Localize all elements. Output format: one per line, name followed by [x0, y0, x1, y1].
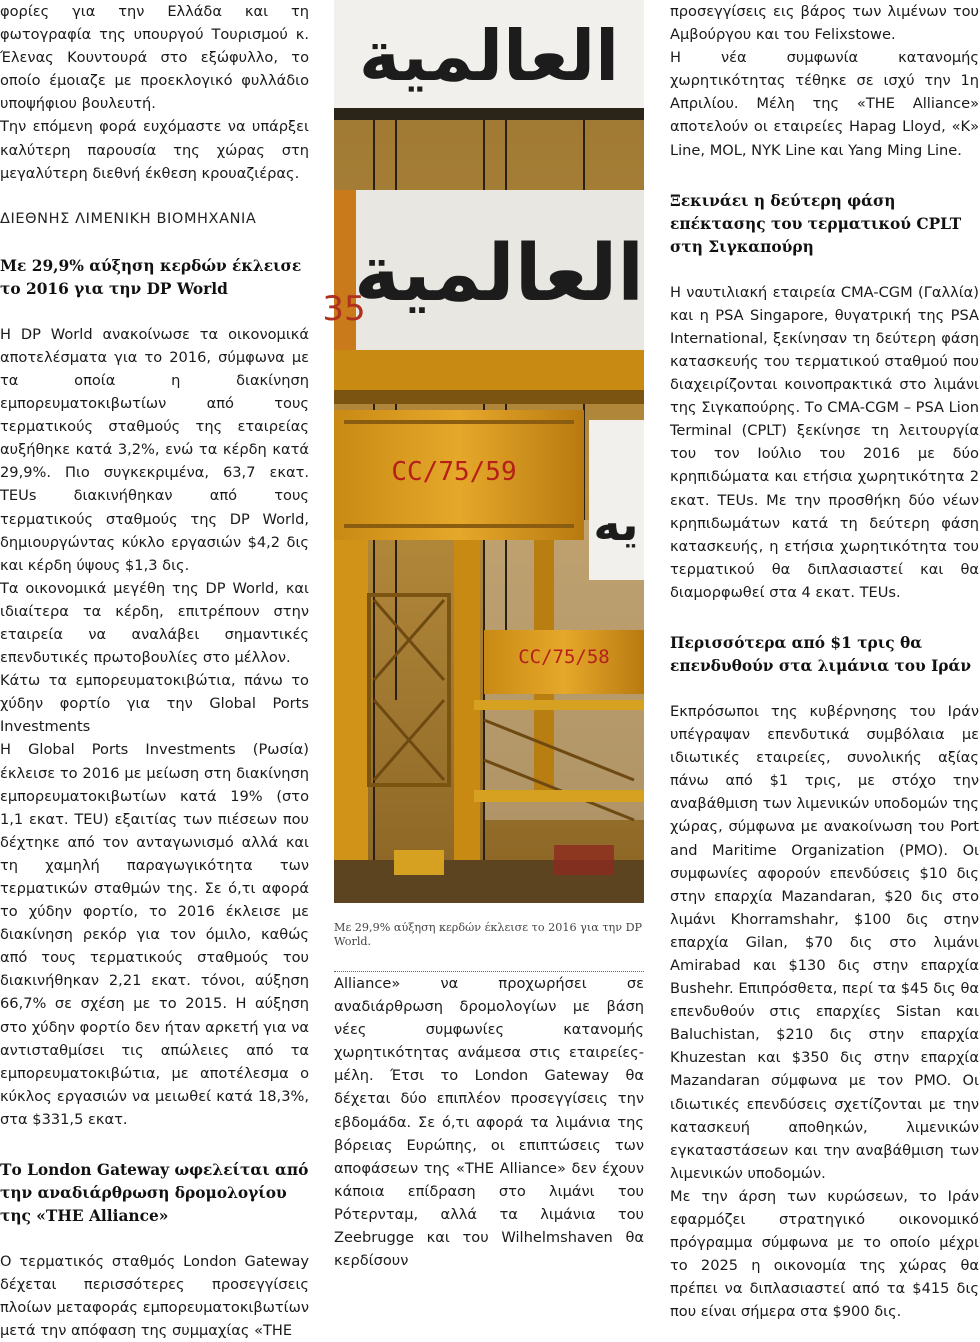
right-column: [670, 0, 979, 1324]
crane-label-1: CC/75/59: [391, 457, 517, 487]
article-headline-dp-world: Με 29,9% αύξηση κερδών έκλεισε το 2016 για την DP World: [0, 256, 302, 298]
article-continuation: Alliance» να προχωρήσει σε αναδιάρθρωση δρομολογίων με βάση νέες συμφωνίες κατανομής χωρητικότητας ανάμεσα στις εταιρείες-μέλη. Έτσι το London Gateway θα δέχεται δύο επιπλέον προσεγγίσεις την εβδομάδα. Σε ό,τι αφορά τα λιμάνια της βόρειας Ευρώπης, οι επιπτώσεις των αποφάσεων της «THE Alliance» δεν έχουν κάποια επίδραση στο λιμάνι του Ρότερνταμ, αλλά τα λιμάνια του Zeebrugge και του Wilhelmshaven θα κερδίσουν: [334, 975, 644, 1270]
intro-paragraph: φορίες για την Ελλάδα και τη φωτογραφία της υπουργού Τουρισμού κ. Έλενας Κουντουρά στο εξώφυλλο, το οποίο έμοιαζε με προεκλογικό φυλλάδιο υποψήφιου βουλευτή.: [0, 3, 309, 113]
crane-photo-illustration: [322, 0, 645, 903]
article-headline-iran: Περισσότερα από $1 τρις θα επενδυθούν στα λιμάνια του Ιράν: [670, 633, 972, 675]
middle-column: [322, 0, 645, 1272]
section-label: ΔΙΕΘΝΗΣ ΛΙΜΕΝΙΚΗ ΒΙΟΜΗΧΑΝΙΑ: [0, 210, 257, 227]
article-headline-london-gateway: Το London Gateway ωφελείται από την αναδιάρθρωση δρομολογίου της «THE Alliance»: [0, 1161, 309, 1226]
photo-sign-text-2: العالمية: [353, 229, 645, 319]
photo-sign-text-1: العالمية: [358, 15, 620, 97]
article-paragraph: Τα οικονομικά μεγέθη της DP World, και ιδιαίτερα τα κέρδη, επιτρέπουν στην εταιρεία να αναλάβει σημαντικές επενδυτικές πρωτοβουλίες στο μέλλον.: [0, 579, 309, 667]
article-paragraph: Εκπρόσωποι της κυβέρνησης του Ιράν υπέγραψαν επενδυτικά συμβόλαια με ιδιωτικές εταιρείες, συνολικής αξίας πάνω από $1 τρις, με στόχο την αναβάθμιση των λιμενικών υποδομών της χώρας, σύμφωνα με ανακοίνωση του Port and Maritime Organization (PMO). Οι συμφωνίες αφορούν επενδύσεις $10 δις στην επαρχία Mazandaran, $20 δις στο λιμάνι Khorramshahr, $100 δις στην επαρχία Gilan, $70 δις στο λιμάνι Amirabad και $130 δις στην επαρχία Bushehr. Επιπρόσθετα, περί τα $45 δις θα επενδυθούν στις επαρχίες Sistan και Baluchistan, $210 δις στην επαρχία Khuzestan και $350 δις στην επαρχία Mazandaran σύμφωνα με τον PMO. Οι ιδιωτικές επενδύσεις σχετίζονται με την κατασκευή αποθηκών, λιμενικών εγκαταστάσεων και την αναβάθμιση των λιμενικών υποδομών.: [670, 702, 979, 1182]
photo-sign-text-3: يه: [593, 497, 639, 551]
article-paragraph: Η ναυτιλιακή εταιρεία CMA-CGM (Γαλλία) και η PSA Singapore, θυγατρική της PSA International, ξεκίνησαν τη δεύτερη φάση κατασκευής του τερματικού σταθμού που διαχειρίζονται κοινοπρακτικά στο λιμάνι της Σιγκαπούρης. Το CMA-CGM – PSA Lion Terminal (CPLT) ξεκίνησε τη λειτουργία του τον Ιούλιο του 2016 με δύο κρηπιδώματα και ετήσια χωρητικότητα 2 εκατ. TEUs. Με την προσθήκη δύο νέων κρηπιδωμάτων κατά τη δεύτερη φάση κατασκευής, η ετήσια χωρητικότητα του τερματικού θα διπλασιαστεί και θα διαμορφωθεί στα 4 εκατ. TEUs.: [670, 283, 979, 601]
intro-paragraph: προσεγγίσεις εις βάρος των λιμένων του Αμβούργου και του Felixstowe.: [670, 3, 979, 44]
article-paragraph: Ο τερματικός σταθμός London Gateway δέχεται περισσότερες προσεγγίσεις πλοίων μεταφοράς εμπορευματοκιβωτίων μετά την απόφαση της συμμαχίας «THE: [0, 1253, 309, 1340]
intro-paragraph: Την επόμενη φορά ευχόμαστε να υπάρξει καλύτερη παρουσία της χώρας στη μεγαλύτερη διεθνή έκθεση κρουαζιέρας.: [0, 118, 309, 182]
article-paragraph: Κάτω τα εμπορευματοκιβώτια, πάνω το χύδην φορτίο για την Global Ports Investments: [0, 672, 309, 736]
photo-partial-number: 35: [322, 289, 366, 329]
article-headline-cplt: Ξεκινάει η δεύτερη φάση επέκτασης του τερματικού CPLT στη Σιγκαπούρη: [670, 191, 962, 256]
article-paragraph: Με την άρση των κυρώσεων, το Ιράν εφαρμόζει στρατηγικό οικονομικό πρόγραμμα σύμφωνα με το οποίο μέχρι το 2025 η οικονομία της χώρας θα πρέπει να διπλασιαστεί από τα $415 δις που είναι σήμερα στα $900 δις.: [670, 1187, 979, 1321]
article-paragraph: Η Global Ports Investments (Ρωσία) έκλεισε το 2016 με μείωση στη διακίνηση εμπορευματοκιβωτίων κατά 19% (στο 1,1 εκατ. TEU) εξαιτίας των πιέσεων που δέχτηκε από τον ανταγωνισμό αλλά και τη χαμηλή παραγωγικότητα των τερματικών σταθμών της. Σε ό,τι αφορά το χύδην φορτίο, το 2016 έκλεισε με διακίνηση ρεκόρ για τον όμιλο, καθώς από τους τερματικούς σταθμούς του διακινήθηκαν 2,21 εκατ. τόνοι, αύξηση 66,7% σε σχέση με το 2015. Η αύξηση στο χύδην φορτίο δεν ήταν αρκετή για να αντισταθμίσει τις απώλειες από τα εμπορευματοκιβώτια, με αποτέλεσμα ο κύκλος εργασιών να μειωθεί κατά 18,3%, στα $331,5 εκατ.: [0, 741, 309, 1128]
left-column: [0, 0, 309, 1342]
crane-photo: [322, 0, 645, 903]
article-paragraph: Η DP World ανακοίνωσε τα οικονομικά αποτελέσματα για το 2016, σύμφωνα με τα οποία η διακίνηση εμπορευματοκιβωτίων από τους τερματικούς σταθμούς της εταιρείας αυξήθηκε κατά 3,2%, ενώ τα κέρδη κατά 29,9%. Πιο συγκεκριμένα, 63,7 εκατ. TEUs διακινήθηκαν από τους τερματικούς σταθμούς της DP World, δημιουργώντας κύκλο εργασιών $4,2 δις και κέρδη ύψους $1,3 δις.: [0, 325, 309, 574]
crane-label-2: CC/75/58: [518, 646, 610, 668]
intro-paragraph: Η νέα συμφωνία κατανομής χωρητικότητας τέθηκε σε ισχύ την 1η Απριλίου. Μέλη της «THE Alliance» αποτελούν οι εταιρείες Hapag Lloyd, «K» Line, MOL, NYK Line και Yang Ming Line.: [670, 49, 979, 159]
photo-caption: Με 29,9% αύξηση κερδών έκλεισε το 2016 για την DP World.: [334, 921, 644, 972]
